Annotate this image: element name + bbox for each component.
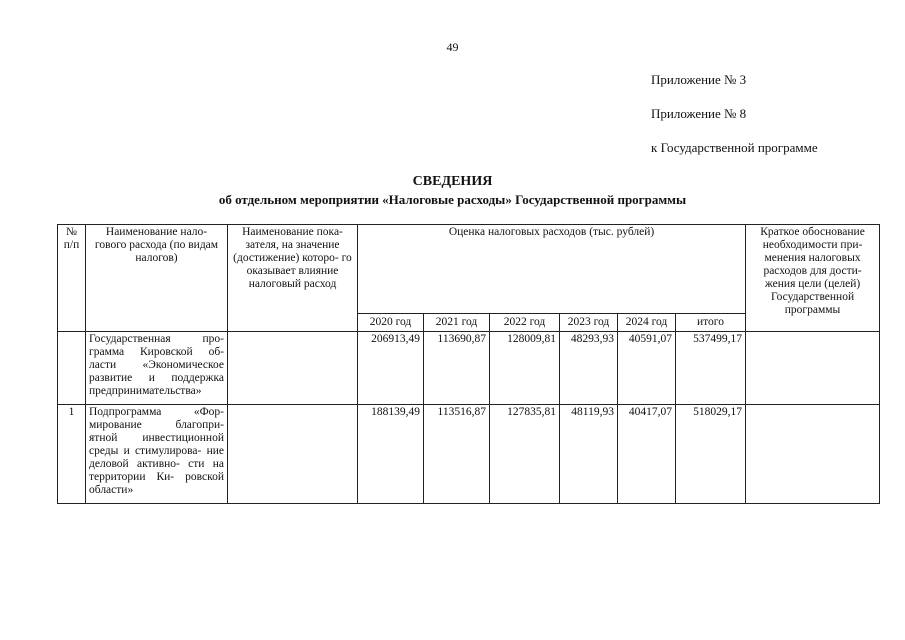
year-header: 2021 год [424, 314, 490, 332]
row-value: 48119,93 [560, 405, 618, 504]
appendix-line-1: Приложение № 3 [651, 72, 747, 87]
row-value: 127835,81 [490, 405, 560, 504]
row-value: 128009,81 [490, 332, 560, 405]
row-value: 188139,49 [358, 405, 424, 504]
row-justification [746, 405, 880, 504]
document-subtitle: об отдельном мероприятии «Налоговые расходы» Государственной программы [218, 192, 687, 207]
document-title: СВЕДЕНИЯ [412, 174, 493, 189]
year-header: 2020 год [358, 314, 424, 332]
row-name: Государственная про- грамма Кировской об- ласти «Экономическое развитие и поддержка предпринимательства» [86, 332, 228, 405]
table-row [58, 405, 880, 504]
year-header: итого [676, 314, 746, 332]
header-indicator: Наименование пока- зателя, на значение (достижение) которо- го оказывает влияние налоговый расход [228, 225, 358, 332]
row-num [58, 332, 86, 405]
row-value: 40417,07 [618, 405, 676, 504]
header-name: Наименование нало- гового расхода (по видам налогов) [86, 225, 228, 332]
row-value: 113516,87 [424, 405, 490, 504]
row-value: 113690,87 [424, 332, 490, 405]
row-name: Подпрограмма «Фор- мирование благопри- ятной инвестиционной среды и стимулирова- ние деловой активно- сти на территории Ки- ровской области» [86, 405, 228, 504]
row-indicator [228, 405, 358, 504]
row-justification [746, 332, 880, 405]
row-value: 48293,93 [560, 332, 618, 405]
row-value: 518029,17 [676, 405, 746, 504]
row-indicator [228, 332, 358, 405]
row-value: 537499,17 [676, 332, 746, 405]
page-number: 49 [446, 40, 459, 54]
year-header: 2023 год [560, 314, 618, 332]
header-num: № п/п [58, 225, 86, 332]
year-header: 2022 год [490, 314, 560, 332]
tax-expenditure-table [57, 224, 880, 504]
row-value: 40591,07 [618, 332, 676, 405]
year-header: 2024 год [618, 314, 676, 332]
header-justification: Краткое обоснование необходимости при- менения налоговых расходов для дости- жения цели (целей) Государственной программы [746, 225, 880, 332]
table-row [58, 332, 880, 405]
row-num: 1 [58, 405, 86, 504]
appendix-line-2: Приложение № 8 [651, 106, 747, 121]
row-value: 206913,49 [358, 332, 424, 405]
header-estimate: Оценка налоговых расходов (тыс. рублей) [358, 225, 746, 314]
appendix-line-3: к Государственной программе [651, 140, 818, 155]
header-row [58, 225, 880, 314]
